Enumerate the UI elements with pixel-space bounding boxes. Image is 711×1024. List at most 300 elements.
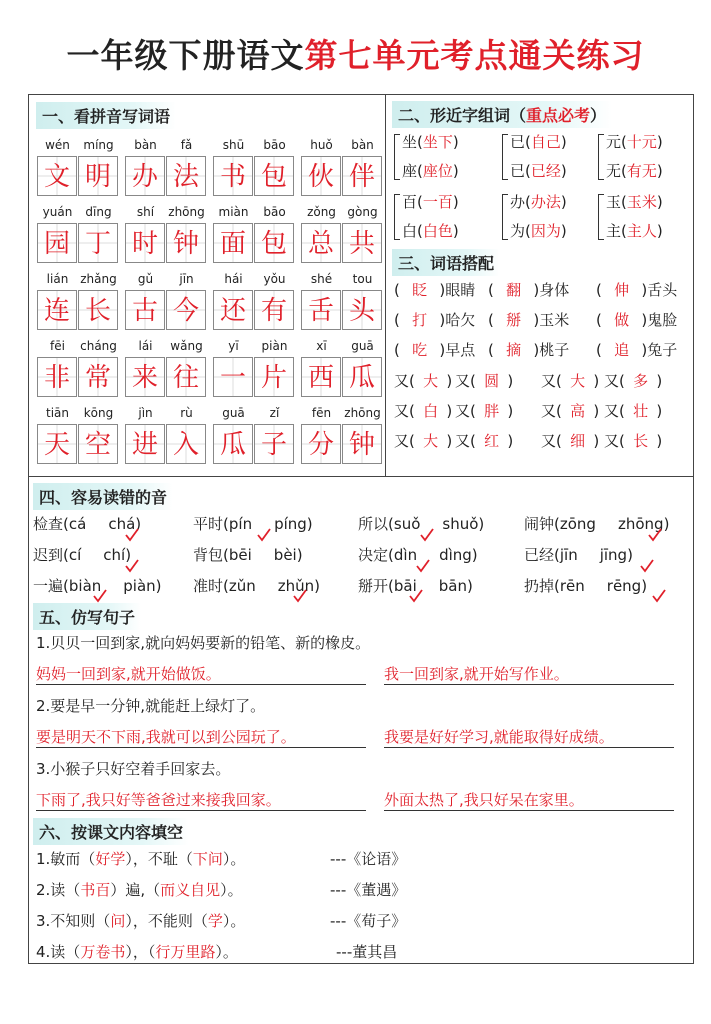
pinyin-row	[125, 136, 207, 154]
paren: )	[296, 546, 303, 564]
answer-adjective: 红	[484, 432, 500, 450]
tianzi-cell	[37, 223, 77, 263]
pinyin-row	[213, 404, 295, 422]
pinyin-row	[37, 203, 119, 221]
answer-adjective: 白	[423, 402, 439, 420]
paren: (	[409, 372, 420, 390]
paren: (	[223, 577, 229, 595]
you-item	[604, 430, 662, 451]
paren: (	[556, 432, 567, 450]
paren: )	[478, 515, 485, 533]
similar-char-item	[402, 188, 459, 216]
source-citation: ---董其昌	[336, 943, 398, 961]
paren: (	[488, 311, 499, 329]
pinyin-syllable: wǎng	[170, 339, 203, 353]
answer-sentence-1: 下雨了,我只好等爸爸过来接我回家。	[36, 789, 366, 811]
paren: )	[528, 311, 540, 329]
tianzi-cell	[342, 290, 382, 330]
word: 一遍	[33, 577, 64, 595]
answer-character: 一	[219, 363, 246, 393]
paren: )	[641, 577, 648, 595]
answer-character: 瓜	[219, 430, 246, 460]
brace-icon	[502, 134, 508, 180]
checkmark-icon	[416, 558, 426, 572]
fill-line	[36, 910, 245, 931]
paren: (	[554, 546, 560, 564]
word: 平时	[193, 515, 224, 533]
tianzi-cell	[78, 223, 118, 263]
noun-word: 哈欠	[445, 311, 476, 329]
similar-char-item	[402, 217, 459, 245]
answer-verb: 伸	[614, 281, 630, 299]
paren: )	[502, 432, 514, 450]
paren: )	[452, 133, 459, 151]
answer-character: 非	[43, 363, 70, 393]
answer-character: 分	[307, 430, 334, 460]
fill-line	[36, 879, 243, 900]
answer-character: 共	[348, 229, 375, 259]
pinyin-syllable: kōng	[83, 406, 114, 420]
paren: )	[636, 341, 648, 359]
pinyin-option: chá	[108, 515, 136, 533]
prompt-text: ）遍,（	[110, 881, 161, 899]
tianzi-cell	[342, 424, 382, 464]
tianzi-cell	[125, 156, 165, 196]
prompt-text: 2.读（	[36, 881, 81, 899]
paren: )	[155, 577, 162, 595]
answer-adjective: 大	[423, 372, 439, 390]
similar-char-item	[606, 128, 663, 156]
base-character: 为	[510, 222, 526, 240]
paren: (	[470, 372, 481, 390]
match-item	[394, 279, 475, 300]
paren: )	[651, 402, 663, 420]
pinyin-row	[37, 337, 119, 355]
paren: )	[502, 402, 514, 420]
pinyin-syllable: yǒu	[263, 272, 286, 286]
pinyin-row	[125, 270, 207, 288]
prompt-text: ），不能则（	[125, 912, 208, 930]
tianzi-cell	[166, 223, 206, 263]
base-character: 坐	[402, 133, 418, 151]
paren: (	[621, 133, 627, 151]
paren: )	[627, 546, 633, 564]
pinyin-syllable: yī	[228, 339, 239, 353]
paren: )	[471, 546, 478, 564]
prompt-text: ）。	[222, 912, 246, 930]
answer-adjective: 高	[570, 402, 586, 420]
tianzi-cell	[301, 357, 341, 397]
base-character: 座	[402, 162, 418, 180]
paren: (	[409, 402, 420, 420]
pinyin-row	[301, 136, 383, 154]
word: 扔掉	[524, 577, 555, 595]
word: 背包	[193, 546, 224, 564]
answer-adjective: 多	[633, 372, 649, 390]
paren: )	[528, 281, 540, 299]
pinyin-option: bēi	[228, 546, 252, 564]
pinyin-syllable: huǒ	[310, 138, 333, 152]
you-item	[455, 400, 513, 421]
prompt-text: ）。	[222, 850, 246, 868]
paren: (	[63, 546, 69, 564]
pinyin-row	[37, 404, 119, 422]
similar-char-item	[510, 128, 567, 156]
pinyin-syllable: bàn	[134, 138, 157, 152]
prompt-text: 4.读（	[36, 943, 81, 961]
answer-character: 西	[307, 363, 334, 393]
you-item	[455, 370, 513, 391]
pinyin-syllable: hái	[224, 272, 243, 286]
prompt-text: ），（	[125, 943, 156, 961]
answer-verb: 吃	[412, 341, 428, 359]
similar-char-item	[510, 157, 567, 185]
word: 掰开	[358, 577, 389, 595]
you-item	[604, 370, 662, 391]
pinyin-row	[301, 404, 383, 422]
paren: (	[556, 402, 567, 420]
answer-word: 自己	[530, 133, 561, 151]
paren: )	[434, 341, 446, 359]
page-title	[0, 30, 711, 77]
brace-icon	[598, 134, 604, 180]
pinyin-word-box	[301, 337, 383, 397]
character-cells	[213, 156, 295, 196]
pinyin-syllable: zhǎng	[80, 272, 117, 286]
tianzi-cell	[78, 156, 118, 196]
pinyin-word-box	[213, 136, 295, 196]
answer-text: 好学	[95, 850, 126, 868]
answer-character: 钟	[172, 229, 199, 259]
paren: )	[636, 311, 648, 329]
pinyin-syllable: lián	[46, 272, 69, 286]
you-character: 又	[455, 372, 471, 390]
answer-text: 下问	[192, 850, 223, 868]
paren: )	[306, 515, 313, 533]
paren: )	[656, 222, 663, 240]
base-character: 玉	[606, 193, 622, 211]
pinyin-word-box	[213, 203, 295, 263]
tianzi-cell	[213, 156, 253, 196]
character-cells	[213, 223, 295, 263]
you-item	[455, 430, 513, 451]
pinyin-option: rēn	[559, 577, 585, 595]
source-citation: ---《荀子》	[330, 912, 407, 930]
paren: (	[488, 341, 499, 359]
answer-word: 玉米	[626, 193, 657, 211]
answer-sentence-2: 外面太热了,我只好呆在家里。	[384, 789, 674, 811]
pinyin-word-box	[213, 270, 295, 330]
section-2-heading: 二、形近字组词（重点必考）	[392, 101, 612, 128]
paren: )	[663, 515, 670, 533]
pronunciation-item	[524, 575, 647, 596]
pinyin-option: shuǒ	[442, 515, 479, 533]
character-cells	[125, 290, 207, 330]
similar-char-item	[402, 128, 459, 156]
brace-icon	[394, 194, 400, 240]
paren: (	[388, 577, 394, 595]
paren: )	[314, 577, 321, 595]
checkmark-icon	[293, 588, 303, 602]
answer-adjective: 长	[633, 432, 649, 450]
pronunciation-item	[33, 544, 131, 565]
answer-adjective: 大	[570, 372, 586, 390]
paren: )	[467, 577, 473, 595]
you-character: 又	[394, 372, 410, 390]
pinyin-row	[37, 270, 119, 288]
you-item	[541, 400, 599, 421]
you-item	[394, 430, 452, 451]
pinyin-syllable: zhōng	[168, 205, 205, 219]
paren: )	[560, 162, 567, 180]
checkmark-icon	[125, 527, 135, 541]
character-cells	[37, 290, 119, 330]
answer-character: 连	[43, 296, 70, 326]
word: 闹钟	[524, 515, 555, 533]
answer-character: 还	[219, 296, 246, 326]
paren: )	[135, 515, 142, 533]
noun-word: 鬼脸	[647, 311, 678, 329]
pinyin-row	[301, 203, 383, 221]
pinyin-syllable: fēn	[311, 406, 332, 420]
paren: )	[588, 432, 600, 450]
character-cells	[213, 424, 295, 464]
paren: )	[560, 133, 567, 151]
paren: (	[525, 193, 531, 211]
paren: )	[651, 372, 663, 390]
paren: )	[560, 193, 567, 211]
noun-word: 眼睛	[445, 281, 476, 299]
prompt-text: ）。	[215, 943, 238, 961]
answer-sentence-2: 我一回到家,就开始写作业。	[384, 663, 674, 685]
tianzi-cell	[301, 156, 341, 196]
tianzi-cell	[125, 424, 165, 464]
paren: )	[434, 311, 446, 329]
paren: (	[417, 162, 423, 180]
pinyin-syllable: bāo	[263, 205, 286, 219]
checkmark-icon	[409, 588, 419, 602]
character-cells	[37, 357, 119, 397]
paren: (	[388, 515, 394, 533]
section-3-heading: 三、词语搭配	[392, 249, 500, 276]
title-part-2: 第七单元考点通关练习	[304, 36, 645, 75]
answer-character: 书	[219, 162, 246, 192]
tianzi-cell	[78, 290, 118, 330]
tianzi-cell	[301, 424, 341, 464]
answer-verb: 翻	[506, 281, 522, 299]
prompt-text: 1.敏而（	[36, 850, 96, 868]
paren: (	[417, 222, 423, 240]
answer-character: 子	[260, 430, 287, 460]
paren: )	[588, 372, 600, 390]
tianzi-cell	[342, 223, 382, 263]
answer-character: 包	[260, 162, 287, 192]
answer-character: 时	[131, 229, 158, 259]
pinyin-option: cí	[68, 546, 82, 564]
paren: )	[441, 372, 453, 390]
paren: (	[554, 577, 560, 595]
answer-adjective: 胖	[484, 402, 500, 420]
pinyin-syllable: piàn	[261, 339, 288, 353]
answer-word: 因为	[530, 222, 561, 240]
pinyin-syllable: bàn	[351, 138, 374, 152]
similar-char-item	[606, 188, 663, 216]
base-character: 无	[606, 162, 622, 180]
word: 已经	[524, 546, 555, 564]
pinyin-syllable: shū	[222, 138, 245, 152]
answer-character: 钟	[348, 430, 375, 460]
paren: (	[621, 222, 627, 240]
fill-line	[36, 848, 245, 869]
pinyin-row	[213, 337, 295, 355]
paren: (	[619, 402, 630, 420]
tianzi-cell	[301, 223, 341, 263]
character-cells	[301, 290, 383, 330]
you-character: 又	[541, 402, 557, 420]
pinyin-syllable: fǎ	[180, 138, 193, 152]
character-cells	[213, 357, 295, 397]
prompt-text: ）。	[220, 881, 243, 899]
pinyin-row	[37, 136, 119, 154]
answer-character: 办	[131, 162, 158, 192]
answer-verb: 眨	[412, 281, 428, 299]
answer-character: 包	[260, 229, 287, 259]
example-sentence: 3.小猴子只好空着手回家去。	[36, 760, 231, 778]
paren: (	[596, 341, 607, 359]
pinyin-word-box	[301, 136, 383, 196]
character-cells	[125, 156, 207, 196]
pinyin-word-box	[125, 404, 207, 464]
answer-character: 头	[348, 296, 375, 326]
base-character: 办	[510, 193, 526, 211]
tianzi-cell	[254, 424, 294, 464]
you-item	[394, 400, 452, 421]
paren: )	[434, 281, 446, 299]
similar-char-item	[606, 217, 663, 245]
pinyin-option: píng	[274, 515, 307, 533]
pinyin-option: zhōng	[617, 515, 664, 533]
section-1-heading: 一、看拼音写词语	[36, 102, 176, 129]
section-6-heading: 六、按课文内容填空	[33, 818, 189, 845]
checkmark-icon	[420, 527, 430, 541]
match-item	[488, 309, 569, 330]
pinyin-syllable: cháng	[80, 339, 117, 353]
pronunciation-item	[193, 513, 313, 534]
pinyin-word-box	[37, 203, 119, 263]
match-item	[394, 339, 475, 360]
pinyin-syllable: fēi	[50, 339, 65, 353]
base-character: 元	[606, 133, 622, 151]
tianzi-cell	[37, 290, 77, 330]
prompt-text: 3.不知则（	[36, 912, 111, 930]
tianzi-cell	[166, 357, 206, 397]
pinyin-syllable: zǒng	[307, 205, 336, 219]
answer-character: 园	[43, 229, 70, 259]
character-cells	[213, 290, 295, 330]
match-item	[596, 339, 677, 360]
pinyin-word-box	[125, 203, 207, 263]
pinyin-syllable: gòng	[347, 205, 378, 219]
pinyin-syllable: gǔ	[137, 272, 154, 286]
character-cells	[37, 424, 119, 464]
answer-character: 法	[172, 162, 199, 192]
you-character: 又	[394, 432, 410, 450]
you-character: 又	[455, 402, 471, 420]
pinyin-word-box	[125, 136, 207, 196]
pinyin-word-box	[213, 404, 295, 464]
pinyin-row	[301, 270, 383, 288]
source-citation: ---《论语》	[330, 850, 407, 868]
you-character: 又	[394, 402, 410, 420]
paren: (	[388, 546, 394, 564]
paren: (	[417, 133, 423, 151]
answer-character: 空	[84, 430, 111, 460]
you-character: 又	[604, 432, 620, 450]
paren: (	[470, 432, 481, 450]
pinyin-option: pín	[228, 515, 253, 533]
word: 检查	[33, 515, 64, 533]
pinyin-syllable: shé	[310, 272, 333, 286]
base-character: 主	[606, 222, 622, 240]
pinyin-syllable: bāo	[263, 138, 286, 152]
paren: )	[441, 402, 453, 420]
answer-adjective: 圆	[484, 372, 500, 390]
pinyin-row	[213, 270, 295, 288]
answer-character: 天	[43, 430, 70, 460]
character-cells	[37, 156, 119, 196]
section-4-heading: 四、容易读错的音	[33, 483, 173, 510]
base-character: 百	[402, 193, 418, 211]
answer-character: 总	[307, 229, 334, 259]
tianzi-cell	[78, 357, 118, 397]
paren: )	[636, 281, 648, 299]
paren: (	[470, 402, 481, 420]
noun-word: 桃子	[539, 341, 570, 359]
paren: )	[656, 162, 663, 180]
paren: )	[560, 222, 567, 240]
tianzi-cell	[254, 290, 294, 330]
pinyin-option: zhǔn	[277, 577, 315, 595]
pinyin-option: suǒ	[393, 515, 421, 533]
answer-character: 进	[131, 430, 158, 460]
paren: (	[619, 432, 630, 450]
pinyin-option: zōng	[559, 515, 596, 533]
answer-character: 文	[43, 162, 70, 192]
tianzi-cell	[213, 357, 253, 397]
answer-adjective: 细	[570, 432, 586, 450]
answer-word: 办法	[530, 193, 561, 211]
noun-word: 身体	[539, 281, 570, 299]
pinyin-word-box	[37, 136, 119, 196]
noun-word: 早点	[445, 341, 476, 359]
pinyin-syllable: jīn	[179, 272, 194, 286]
paren: (	[621, 193, 627, 211]
tianzi-cell	[254, 223, 294, 263]
noun-word: 兔子	[647, 341, 678, 359]
tianzi-cell	[342, 156, 382, 196]
pinyin-word-box	[301, 270, 383, 330]
paren: )	[528, 341, 540, 359]
answer-text: 行万里路	[155, 943, 216, 961]
answer-sentence-1: 妈妈一回到家,就开始做饭。	[36, 663, 366, 685]
tianzi-cell	[37, 424, 77, 464]
pinyin-word-box	[301, 404, 383, 464]
pinyin-option: dìng	[439, 546, 472, 564]
paren: )	[452, 222, 459, 240]
answer-character: 来	[131, 363, 158, 393]
answer-character: 瓜	[348, 363, 375, 393]
tianzi-cell	[166, 424, 206, 464]
